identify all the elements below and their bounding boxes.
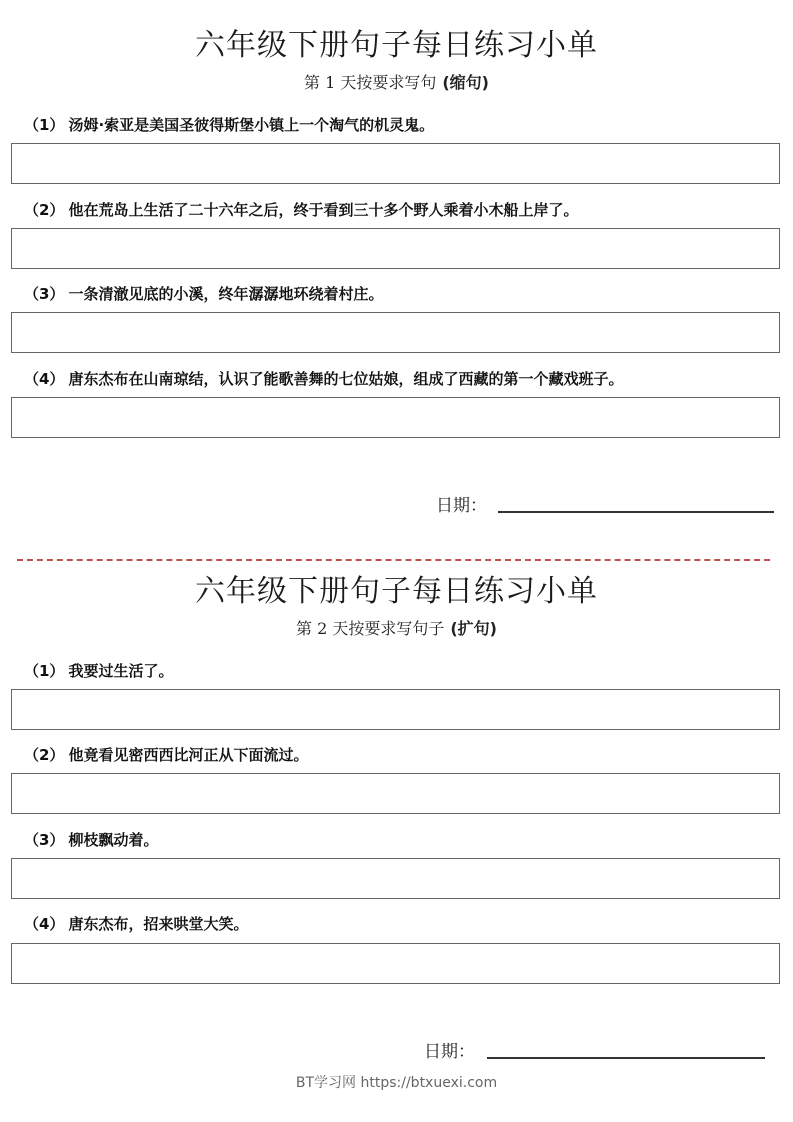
question-text: 柳枝飘动着。 <box>68 831 159 849</box>
question-3 <box>24 829 158 850</box>
answer-box-1[interactable] <box>11 143 780 184</box>
question-1 <box>24 660 173 681</box>
answer-box-4[interactable] <box>11 943 780 984</box>
question-1 <box>24 114 434 135</box>
question-number: （1） <box>24 116 65 134</box>
answer-box-4[interactable] <box>11 397 780 438</box>
question-number: （3） <box>24 285 65 303</box>
subtitle-text: 第 1 天按要求写句 <box>304 73 437 92</box>
answer-box-2[interactable] <box>11 773 780 814</box>
sheet-subtitle <box>0 70 793 93</box>
question-number: （4） <box>24 915 65 933</box>
question-2 <box>24 199 578 220</box>
answer-box-3[interactable] <box>11 858 780 899</box>
sheet-subtitle <box>0 616 793 639</box>
date-label: 日期： <box>436 496 487 516</box>
question-text: 我要过生活了。 <box>68 662 174 680</box>
question-text: 唐东杰布在山南琼结，认识了能歌善舞的七位姑娘，组成了西藏的第一个藏戏班子。 <box>68 370 624 388</box>
sheet-title: 六年级下册句子每日练习小单 <box>195 574 598 609</box>
question-number: （2） <box>24 746 65 764</box>
question-text: 汤姆·索亚是美国圣彼得斯堡小镇上一个淘气的机灵鬼。 <box>68 116 435 134</box>
answer-box-1[interactable] <box>11 689 780 730</box>
question-text: 一条清澈见底的小溪，终年潺潺地环绕着村庄。 <box>68 285 384 303</box>
question-number: （1） <box>24 662 65 680</box>
question-4 <box>24 368 623 389</box>
question-text: 他在荒岛上生活了二十六年之后，终于看到三十多个野人乘着小木船上岸了。 <box>68 201 579 219</box>
question-number: （2） <box>24 201 65 219</box>
answer-box-3[interactable] <box>11 312 780 353</box>
date-label: 日期： <box>424 1042 475 1062</box>
cut-line-divider <box>17 559 770 561</box>
sheet-title: 六年级下册句子每日练习小单 <box>195 28 598 63</box>
date-field[interactable] <box>498 511 774 513</box>
footer-watermark: BT学习网 https://btxuexi.com <box>295 1075 498 1091</box>
question-text: 唐东杰布，招来哄堂大笑。 <box>68 915 249 933</box>
question-3 <box>24 283 383 304</box>
question-number: （3） <box>24 831 65 849</box>
subtitle-tag: (缩句) <box>442 73 489 92</box>
subtitle-text: 第 2 天按要求写句子 <box>296 619 445 638</box>
date-field[interactable] <box>487 1057 765 1059</box>
question-4 <box>24 913 248 934</box>
answer-box-2[interactable] <box>11 228 780 269</box>
question-number: （4） <box>24 370 65 388</box>
question-2 <box>24 744 308 765</box>
subtitle-tag: (扩句) <box>450 619 497 638</box>
question-text: 他竟看见密西西比河正从下面流过。 <box>68 746 309 764</box>
